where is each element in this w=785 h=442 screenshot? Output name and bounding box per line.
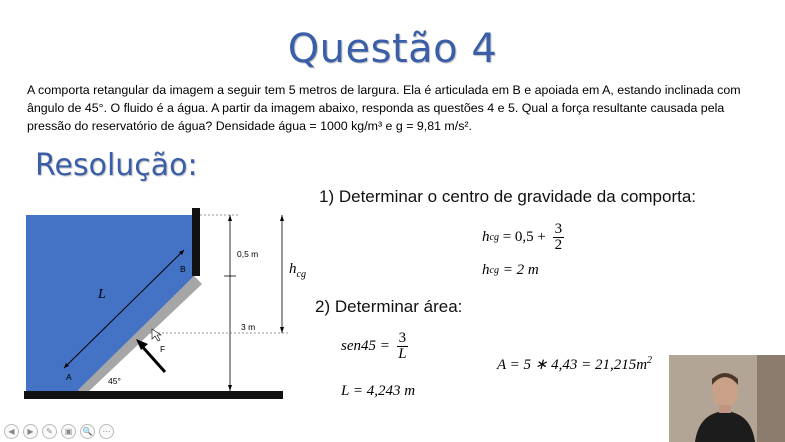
step2-area-eq: A = 5 ∗ 4,43 = 21,215m $^2$ (497, 355, 653, 373)
step2-L-result: L = 4,243 m (341, 383, 416, 399)
step2-title: 2) Determinar área: (315, 297, 463, 316)
webcam-overlay (669, 355, 785, 442)
slides-button[interactable]: ▣ (61, 424, 76, 439)
problem-statement: A comporta retangular da imagem a seguir tem 5 metros de largura. Ela é articulada em B e apoiada em A, estando inclinada com ângulo de 45°. O fluido é a água. A partir da imagem abaixo, responda as questões 4 e 5. Qual a força resultante causada pela pressão do reservatório de água? Densidade água = 1000 kg/m³ e g = 9,81 m/s². (27, 83, 741, 133)
hcg-label: $h_{cg}$ (289, 261, 306, 280)
step2-sen-eq: sen45 = $\frac{3}{L}$ (341, 330, 407, 362)
ground-base (24, 391, 283, 399)
slide-title: Questão 4 (287, 26, 498, 72)
label-B: B (180, 264, 186, 274)
label-L: L (98, 287, 106, 302)
angle-label: 45° (108, 376, 121, 386)
prev-slide-button[interactable]: ◀ (4, 424, 19, 439)
presenter-video (669, 355, 785, 442)
step1-eq2: h cg = 2 m (482, 262, 539, 278)
mouse-cursor (152, 329, 161, 341)
more-button[interactable]: ⋯ (99, 424, 114, 439)
next-slide-button[interactable]: ▶ (23, 424, 38, 439)
zoom-button[interactable]: 🔍 (80, 424, 95, 439)
vertical-wall (192, 208, 200, 276)
dim-top-label: 0,5 m (237, 249, 259, 259)
presentation-toolbar (4, 424, 114, 439)
resolucao-heading: Resolução: (35, 148, 198, 183)
label-F: F (160, 344, 166, 354)
label-A: A (66, 372, 72, 382)
step1-title: 1) Determinar o centro de gravidade da comporta: (319, 187, 697, 206)
dim-mid-label: 3 m (241, 322, 256, 332)
step1-eq1: h cg = 0,5 + $\frac{3}{2}$ (482, 221, 563, 253)
pen-button[interactable]: ✎ (42, 424, 57, 439)
